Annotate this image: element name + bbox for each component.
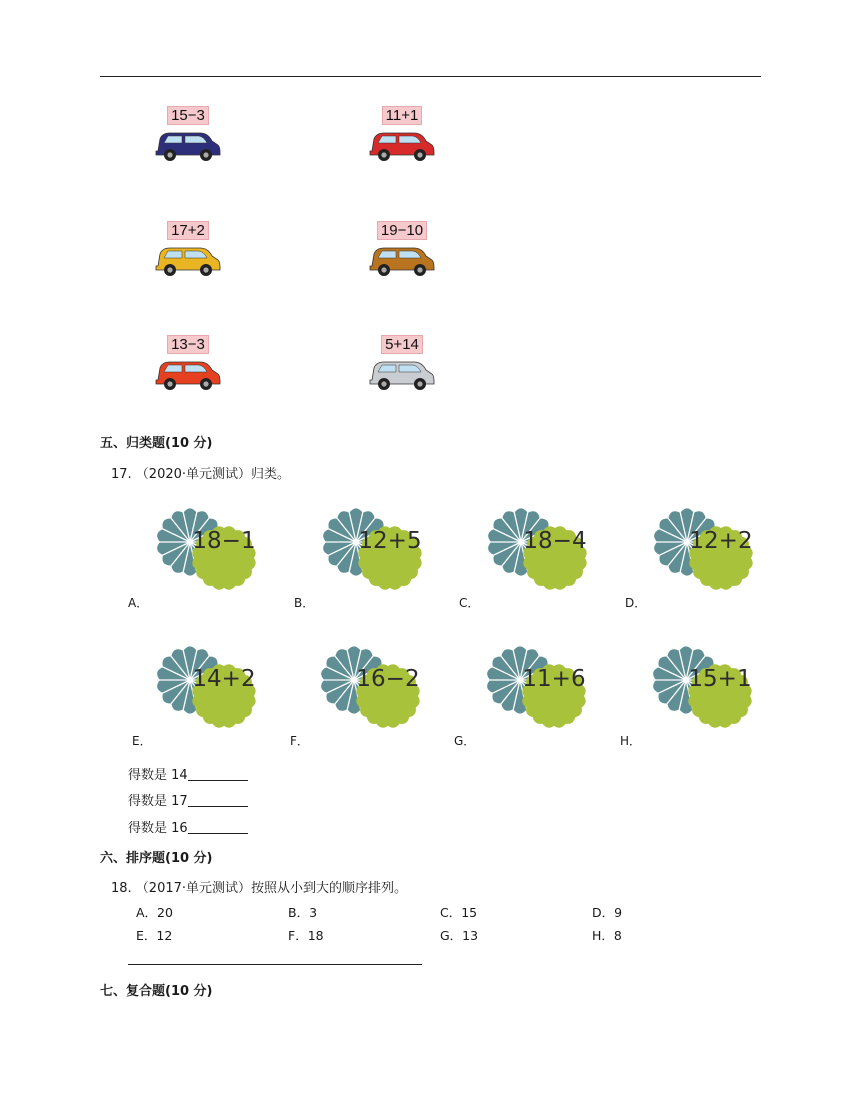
car-icon xyxy=(368,242,436,278)
section-6-title: 六、排序题(10 分) xyxy=(100,851,213,866)
car-item xyxy=(362,220,442,278)
question-17: 17. （2020·单元测试）归类。 xyxy=(111,467,291,482)
flower-option-letter: E． xyxy=(132,734,152,748)
answer-blank-17[interactable] xyxy=(188,793,248,807)
answer-label-16: 得数是 16 xyxy=(128,821,188,836)
car-expression-label: 17+2 xyxy=(167,221,209,240)
flower-expression: 18−1 xyxy=(192,528,256,554)
flower-option[interactable] xyxy=(620,638,764,748)
flower-option-letter: A． xyxy=(128,596,149,610)
car-expression-label: 13−3 xyxy=(167,335,209,354)
sort-option-b: B．3 xyxy=(288,905,318,920)
question-18: 18. （2017·单元测试）按照从小到大的顺序排列。 xyxy=(111,881,408,896)
section-5-title: 五、归类题(10 分) xyxy=(100,436,213,451)
top-rule xyxy=(100,76,761,77)
answer-label-17: 得数是 17 xyxy=(128,794,188,809)
flower-option-letter: C． xyxy=(459,596,480,610)
flower-option-letter: F． xyxy=(290,734,309,748)
flower-expression: 16−2 xyxy=(356,666,420,692)
answer-line-17 xyxy=(128,790,248,809)
flower-option[interactable] xyxy=(132,638,268,748)
flower-expression: 14+2 xyxy=(192,666,256,692)
car-expression-label: 5+14 xyxy=(381,335,423,354)
car-icon xyxy=(154,356,222,392)
sort-option-c: C．15 xyxy=(440,905,478,920)
car-item xyxy=(148,334,228,392)
car-icon xyxy=(368,356,436,392)
sort-option-a: A．20 xyxy=(136,905,173,920)
flower-option[interactable] xyxy=(128,500,268,610)
car-expression-label: 19−10 xyxy=(377,221,427,240)
flower-option-letter: H． xyxy=(620,734,642,748)
flower-option-letter: D． xyxy=(625,596,647,610)
car-icon xyxy=(368,127,436,163)
answer-line-14 xyxy=(128,764,248,783)
flower-expression: 11+6 xyxy=(522,666,586,692)
car-item xyxy=(148,220,228,278)
sort-option-g: G．13 xyxy=(440,928,479,943)
car-item xyxy=(148,105,228,163)
sort-option-d: D．9 xyxy=(592,905,623,920)
flower-expression: 18−4 xyxy=(523,528,587,554)
section-7-title: 七、复合题(10 分) xyxy=(100,984,213,999)
answer-label-14: 得数是 14 xyxy=(128,768,188,783)
sort-option-h: H．8 xyxy=(592,928,622,943)
sort-option-f: F．18 xyxy=(288,928,324,943)
flower-option[interactable] xyxy=(294,500,434,610)
car-expression-label: 15−3 xyxy=(167,106,209,125)
flower-expression: 15+1 xyxy=(688,666,752,692)
flower-option-letter: B． xyxy=(294,596,315,610)
sort-option-e: E．12 xyxy=(136,928,173,943)
car-item xyxy=(362,334,442,392)
answer-blank-16[interactable] xyxy=(188,820,248,834)
car-icon xyxy=(154,127,222,163)
flower-option[interactable] xyxy=(459,500,599,610)
car-expression-label: 11+1 xyxy=(382,106,423,125)
car-icon xyxy=(154,242,222,278)
flower-expression: 12+2 xyxy=(689,528,753,554)
answer-blank-14[interactable] xyxy=(188,767,248,781)
answer-line-16 xyxy=(128,817,248,836)
flower-option[interactable] xyxy=(290,638,432,748)
flower-option[interactable] xyxy=(454,638,598,748)
flower-expression: 12+5 xyxy=(358,528,422,554)
flower-option[interactable] xyxy=(625,500,765,610)
sort-answer-line[interactable] xyxy=(128,964,422,965)
flower-option-letter: G． xyxy=(454,734,476,748)
car-item xyxy=(362,105,442,163)
